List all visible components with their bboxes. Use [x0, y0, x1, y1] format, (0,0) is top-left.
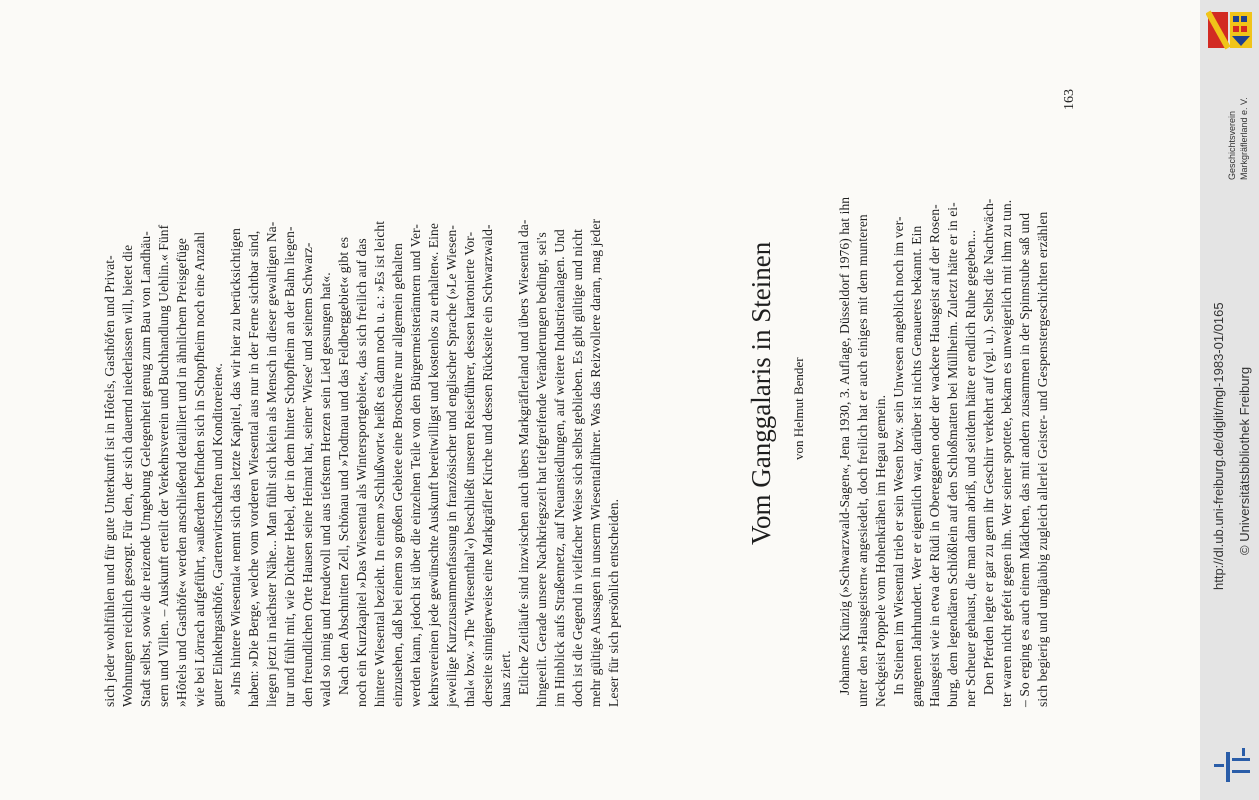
- text-line: noch ein Kurzkapitel »Das Wiesental als Wintersportgebiet«, das sich freilich auf das: [354, 238, 369, 707]
- text-line: hintere Wiesental bezieht. In einem »Schlußwort« heißt es dann noch u. a.: »Es ist leicht: [372, 220, 387, 707]
- text-line: Stadt selbst, sowie die reizende Umgebung Gelegenheit genug zum Bau von Landhäu-: [138, 231, 153, 707]
- text-line: einzusehen, daß bei einem so großen Gebiete eine Broschüre nur allgemein gehalten: [390, 243, 405, 707]
- text-line: In Steinen im Wiesental trieb er sein Wesen bzw. sein Unwesen angeblich noch im ver-: [891, 216, 906, 695]
- text-line: guter Einkehrgasthöfe, Gartenwirtschaften und Konditoreien«.: [210, 363, 225, 707]
- copyright-notice: © Universitätsbibliothek Freiburg: [1237, 366, 1252, 555]
- text-line: gangenen Jahrhundert. Wer er eigentlich war, darüber ist nichts Genaueres bekannt. Ein: [909, 225, 924, 707]
- text-line: mehr gültige Aussagen in unserm Wiesentalführer. Was das Reizvollere daran, mag jeder: [588, 218, 603, 707]
- text-line: haben: »Die Berge, welche vom vorderen Wiesental aus nur in der Ferne sichtbar sind,: [246, 230, 261, 707]
- text-line: »Hôtels und Gasthöfe« werden anschließend detailliert und in ähnlichem Preisgefüge: [174, 238, 189, 707]
- text-line: im Hinblick aufs Straßennetz, auf Neuansiedlungen, auf weitere Industrieanlagen. Und: [552, 229, 567, 707]
- text-line: »Ins hintere Wiesental« nennt sich das letzte Kapitel, das wir hier zu berücksichtigen: [228, 227, 243, 695]
- library-logo-icon: [1210, 746, 1254, 786]
- text-line: ner Scheuer gehaust, die man dann abriß, und seitdem hätte er endlich Ruhe gegeben...: [963, 229, 978, 707]
- text-line: Nach den Abschnitten Zell, Schönau und »Todtnau und das Feldberggebiet« gibt es: [336, 236, 351, 695]
- text-line: Johannes Künzig (»Schwarzwald-Sagen«, Jena 1930, 3. Auflage, Düsseldorf 1976) hat ihn: [837, 196, 852, 695]
- text-line: hingeeilt. Gerade unsere Nachkriegszeit hat tiefgreifende Veränderungen bedingt, sei's: [534, 232, 549, 707]
- society-name-line2: Markgräflerland e. V.: [1239, 97, 1249, 180]
- text-line: Hausgeist wie in etwa der Rüdi in Obereggenen oder der wackere Hausgeist auf der Rosen-: [927, 204, 942, 707]
- text-line: sern und Villen. – Auskunft erteilt der Verkehrsverein und Buchhandlung Uehlin.« Fünf: [156, 224, 171, 707]
- text-line: werden kann, jedoch ist über die einzelnen Teile von den Bürgermeisterämtern und Ver-: [408, 223, 423, 707]
- text-line: den freundlichen Orte Hausen seine Heimat hat, seiner 'Wiese' und seinem Schwarz-: [300, 242, 315, 707]
- text-line: sich begierig und ungläubig zugleich allerlei Geister- und Gespenstergeschichten erzählen: [1035, 211, 1050, 707]
- text-line: derseite sinnigerweise eine Markgräfler Kirche und dessen Rückseite ein Schwarzwald-: [480, 224, 495, 707]
- text-line: thal« bzw. »The 'Wiesenthal'«) beschließt unseren Reiseführer, dessen kartonierte Vor-: [462, 231, 477, 707]
- text-line: Wohnungen reichlich gesorgt. Für den, der sich dauernd niederlassen will, bietet die: [120, 244, 135, 707]
- page-number: 163: [1062, 89, 1077, 110]
- text-line: Leser für sich persönlich entscheiden.: [606, 498, 621, 707]
- text-line: – So erging es auch einem Mädchen, das mit andern zusammen in der Spinnstube saß und: [1017, 212, 1032, 707]
- text-line: unter den »Hausgeistern« angesiedelt, doch freilich hat er auch einiges mit dem munteren: [855, 214, 870, 707]
- coat-of-arms-icon: [1206, 8, 1254, 52]
- text-line: wald so innig und freudevoll und aus tiefstem Herzen sein Lied gesungen hat«.: [318, 272, 333, 707]
- text-line: burg, dem legendären Schlößlein auf den Schloßmatten bei Müllheim. Zuletzt hätte er in ei-: [945, 202, 960, 707]
- society-name-line1: Geschichtsverein: [1227, 110, 1237, 180]
- text-line: liegen jetzt in nächster Nähe... Man fühlt sich klein als Mensch in dieser gewaltigen Na-: [264, 221, 279, 707]
- text-line: tur und fühlt mit, wie Dichter Hebel, der in dem hinter Schopfheim an der Bahn liegen-: [282, 226, 297, 707]
- article-title: Vom Ganggalaris in Steinen: [746, 241, 776, 545]
- text-line: haus ziert.: [498, 650, 513, 707]
- document-url-link[interactable]: http://dl.ub.uni-freiburg.de/diglit/mgl-1983-01/0165: [1211, 302, 1226, 590]
- text-line: kehrsvereinen jede gewünschte Auskunft bereitwilligst und kostenlos zu erhalten«. Eine: [426, 223, 441, 707]
- text-line: doch ist die Gegend in vielfacher Weise sich selbst geblieben. Es gibt gültige und nicht: [570, 229, 585, 707]
- text-line: wie bei Lörrach aufgeführt, »außerdem befinden sich in Schopfheim noch eine Anzahl: [192, 231, 207, 707]
- text-line: ter waren nicht gefeit gegen ihn. Wer seiner spottete, bekam es unweigerlich mit ihm zu tun.: [999, 199, 1014, 707]
- text-line: Etliche Zeitläufe sind inzwischen auch übers Markgräflerland und übers Wiesental da-: [516, 219, 531, 695]
- article-author: von Helmut Bender: [791, 357, 806, 460]
- text-line: sich jeder wohlfühlen und für gute Unterkunft ist in Hôtels, Gasthöfen und Privat-: [102, 255, 117, 707]
- text-line: Neckgeist Poppele vom Hohenkrähen im Hegau gemein.: [873, 394, 888, 707]
- text-line: Den Pferden legte er gar zu gern ihr Geschirr verkehrt auf (vgl. u.). Selbst die Nachtwäch-: [981, 198, 996, 695]
- text-line: jeweilige Kurzzusammenfassung in französischer und englischer Sprache (»Le Wiesen-: [444, 225, 459, 707]
